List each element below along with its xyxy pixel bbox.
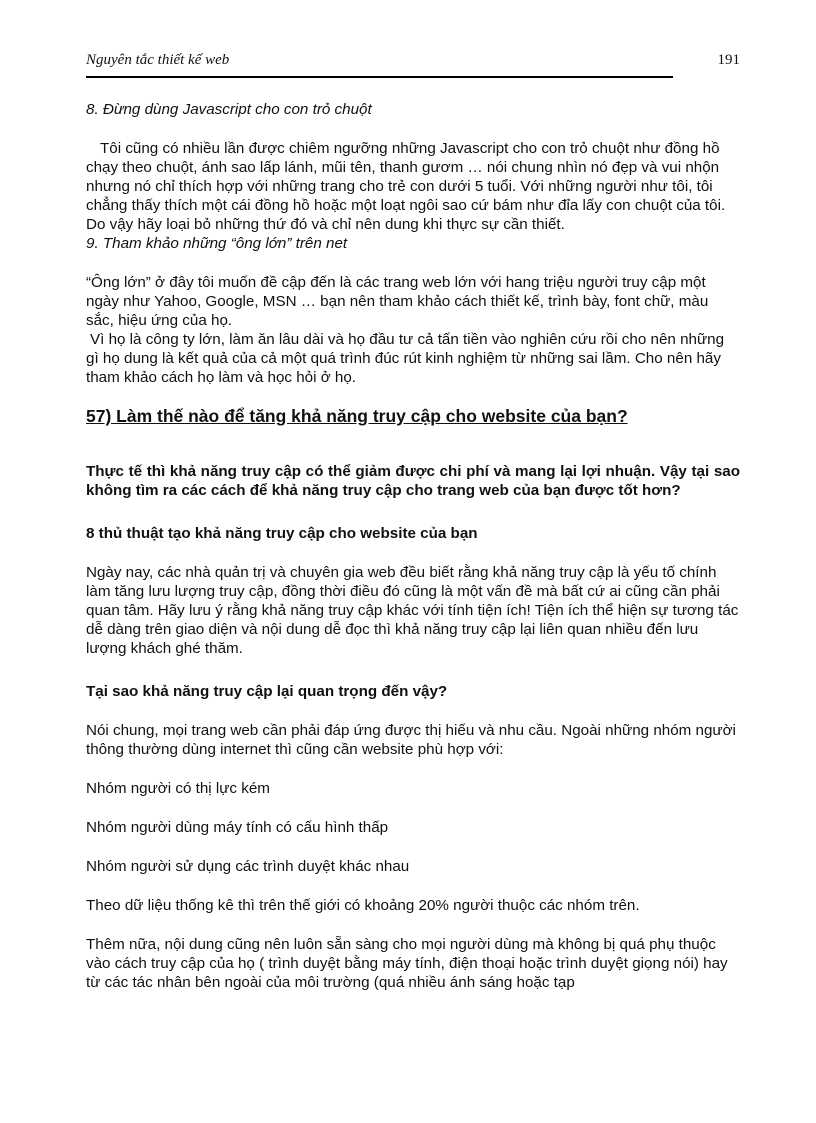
paragraph-statistics: Theo dữ liệu thống kê thì trên thế giới có khoảng 20% người thuộc các nhóm trên. [86, 897, 640, 914]
section-8-paragraph-2: Do vậy hãy loại bỏ những thứ đó và chỉ nên dung khi thực sự cần thiết. [86, 216, 565, 233]
page-number: 191 [717, 52, 740, 68]
group-low-vision: Nhóm người có thị lực kém [86, 780, 270, 797]
group-different-browsers: Nhóm người sử dụng các trình duyệt khác nhau [86, 858, 410, 875]
question-57-heading: 57) Làm thế nào để tăng khả năng truy cập cho website của bạn? [86, 406, 628, 426]
page-content [86, 100, 740, 992]
header-title: Nguyên tắc thiết kế web [86, 52, 230, 68]
paragraph-groups-intro: Nói chung, mọi trang web cần phải đáp ứng được thị hiếu và nhu cầu. Ngoài những nhóm người thông thường dùng internet thì cũng cần website phù hợp với: [86, 722, 736, 758]
paragraph-intro: Ngày nay, các nhà quản trị và chuyên gia web đều biết rằng khả năng truy cập là yếu tố chính làm tăng lưu lượng truy cập, đồng thời điều đó cũng là một vấn đề mà bất cứ ai cũng cần phải quan tâm. Hãy lưu ý rằng khả năng truy cập khác với tính tiện ích! Tiện ích thể hiện sự tương tác dễ dàng trên giao diện và nội dung dễ đọc thì khả năng truy cập lại liên quan nhiều đến lưu lượng khách ghé thăm. [86, 564, 739, 657]
section-9-paragraph-2: Vì họ là công ty lớn, làm ăn lâu dài và họ đầu tư cả tấn tiền vào nghiên cứu rồi cho nên những gì họ dung là kết quả của cả một quá trình đúc rút kinh nghiệm từ những sai lầm. Cho nên hãy tham khảo cách họ làm và học hỏi ở họ. [86, 331, 725, 386]
group-low-spec-computers: Nhóm người dùng máy tính có cấu hình thấp [86, 819, 389, 836]
section-9-title: 9. Tham khảo những “ông lớn” trên net [86, 235, 348, 252]
section-8-paragraph-1: Tôi cũng có nhiều lần được chiêm ngưỡng những Javascript cho con trỏ chuột như đồng hồ chạy theo chuột, ánh sao lấp lánh, mũi tên, thanh gươm … nói chung nhìn nó đẹp và vui nhộn nhưng nó chỉ thích hợp với những trang cho trẻ con dưới 5 tuổi. Với những người như tôi, tôi chẳng thấy thích một cái đồng hồ hoặc một loạt ngôi sao cứ bám như đỉa lấy con chuột của tôi. [86, 140, 726, 214]
subheading-tips: 8 thủ thuật tạo khả năng truy cập cho website của bạn [86, 525, 478, 542]
section-8-title: 8. Đừng dùng Javascript cho con trỏ chuột [86, 101, 372, 118]
header-divider [86, 76, 673, 78]
section-9-paragraph-1: “Ông lớn” ở đây tôi muốn đề cập đến là các trang web lớn với hang triệu người truy cập một ngày như Yahoo, Google, MSN … bạn nên tham khảo cách thiết kế, trình bày, font chữ, màu sắc, hiệu ứng của họ. [86, 274, 709, 329]
paragraph-furthermore: Thêm nữa, nội dung cũng nên luôn sẵn sàng cho mọi người dùng mà không bị quá phụ thuộc vào cách truy cập của họ ( trình duyệt bằng máy tính, điện thoại hoặc trình duyệt giọng nói) hay từ các tác nhân bên ngoài của môi trường (quá nhiều ánh sáng hoặc tạp [86, 936, 728, 991]
subheading-why: Tại sao khả năng truy cập lại quan trọng đến vậy? [86, 683, 448, 700]
question-57-lead: Thực tế thì khả năng truy cập có thể giảm được chi phí và mang lại lợi nhuận. Vậy tại sao không tìm ra các cách để khả năng truy cập cho trang web của bạn được tốt hơn? [86, 463, 740, 499]
page-header [86, 52, 740, 76]
